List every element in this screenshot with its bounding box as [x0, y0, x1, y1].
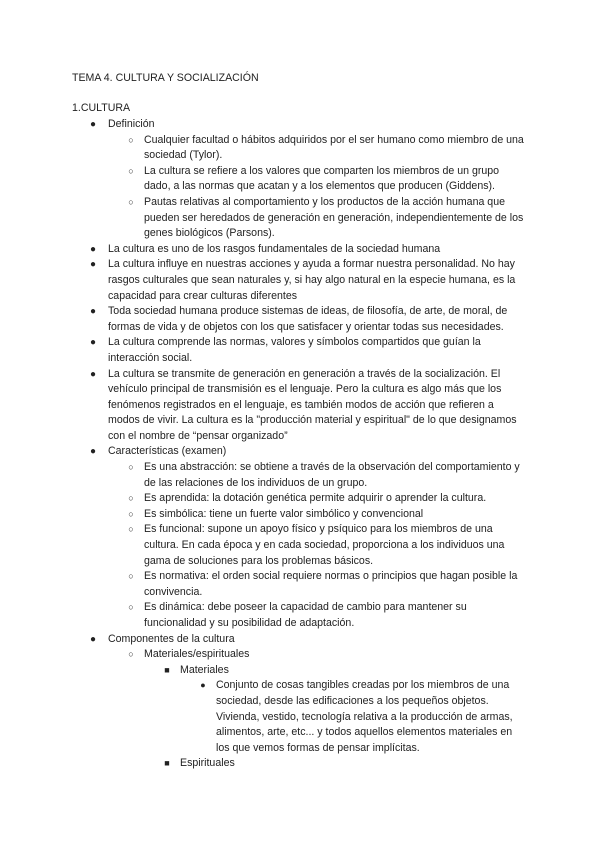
disc-bullet-icon: ● — [89, 243, 97, 255]
circle-bullet-icon: ○ — [128, 649, 134, 660]
list-item-rasgo — [0, 242, 528, 258]
list-item-sistemas — [0, 304, 528, 335]
list-item-text: Es dinámica: debe poseer la capacidad de cambio para mantener su funcionalidad y su posibilidad de adaptación. — [144, 601, 467, 629]
list-item-car-normativa — [0, 569, 528, 600]
circle-bullet-icon: ○ — [128, 571, 134, 582]
list-item-car-funcional — [0, 522, 528, 569]
list-item-def-giddens — [0, 164, 528, 195]
disc-bullet-icon: ● — [200, 680, 206, 691]
list-item-text: Es aprendida: la dotación genética permite adquirir o aprender la cultura. — [144, 492, 487, 505]
document-body — [0, 117, 600, 772]
list-item-text: Es funcional: supone un apoyo físico y psíquico para los miembros de una cultura. En cada época y en cada sociedad, proporciona a los individuos una gama de soluciones para los problemas básicos. — [144, 523, 505, 567]
list-item-text: Toda sociedad humana produce sistemas de ideas, de filosofía, de arte, de moral, de formas de vida y de objetos con los que satisfacer y orientar todas sus necesidades. — [108, 305, 508, 333]
list-item-text: Espirituales — [180, 757, 235, 770]
list-item-materiales-desc — [0, 678, 528, 756]
list-item-transmite — [0, 367, 528, 445]
list-item-text: Es una abstracción: se obtiene a través de la observación del comportamiento y de las relaciones de los individuos de un grupo. — [144, 461, 520, 489]
disc-bullet-icon: ● — [89, 259, 97, 271]
list-item-def-tylor — [0, 133, 528, 164]
circle-bullet-icon: ○ — [128, 524, 134, 535]
circle-bullet-icon: ○ — [128, 508, 134, 519]
list-item-text: Pautas relativas al comportamiento y los productos de la acción humana que pueden ser heredados de generación en generación, independientemente de los genes biológicos (Parsons). — [144, 195, 524, 240]
circle-bullet-icon: ○ — [128, 165, 134, 176]
disc-bullet-icon: ● — [89, 368, 97, 380]
circle-bullet-icon: ○ — [128, 462, 134, 473]
list-item-componentes — [0, 632, 528, 648]
list-item-car-aprendida — [0, 491, 528, 507]
document-title: TEMA 4. CULTURA Y SOCIALIZACIÓN — [72, 72, 259, 84]
disc-bullet-icon: ● — [89, 337, 97, 349]
disc-bullet-icon: ● — [89, 446, 97, 458]
list-item-materiales — [0, 663, 528, 679]
list-item-car-abstraccion — [0, 460, 528, 491]
circle-bullet-icon: ○ — [128, 196, 134, 207]
list-item-def-parsons — [0, 195, 528, 242]
list-item-text: Componentes de la cultura — [108, 632, 235, 645]
list-item-text: Características (examen) — [108, 445, 227, 458]
list-item-definicion — [0, 117, 528, 133]
list-item-text: Es simbólica: tiene un fuerte valor simbólico y convencional — [144, 507, 424, 520]
list-item-text: Definición — [108, 118, 155, 130]
list-item-text: Materiales — [180, 663, 229, 676]
circle-bullet-icon: ○ — [128, 602, 134, 613]
list-item-text: La cultura comprende las normas, valores y símbolos compartidos que guían la interacción social. — [108, 336, 481, 364]
list-item-text: Cualquier facultad o hábitos adquiridos por el ser humano como miembro de una sociedad (Tylor). — [144, 133, 524, 162]
circle-bullet-icon: ○ — [128, 134, 134, 145]
list-item-materiales-espirituales — [0, 647, 528, 663]
square-bullet-icon: ■ — [164, 664, 170, 675]
disc-bullet-icon: ● — [89, 306, 97, 318]
list-item-car-dinamica — [0, 600, 528, 631]
list-item-text: Materiales/espirituales — [144, 648, 250, 661]
section-heading: 1.CULTURA — [72, 102, 131, 114]
list-item-car-simbolica — [0, 507, 528, 523]
list-item-influye — [0, 257, 528, 304]
disc-bullet-icon: ● — [89, 119, 97, 130]
list-item-text: Es normativa: el orden social requiere normas o principios que hagan posible la convivencia. — [144, 570, 518, 598]
square-bullet-icon: ■ — [164, 758, 170, 769]
list-item-comprende — [0, 335, 528, 366]
list-item-text: La cultura influye en nuestras acciones y ayuda a formar nuestra personalidad. No hay rasgos culturales que sean naturales y, si hay algo natural en la especie humana, es la capacidad para crear culturas diferentes — [108, 258, 516, 302]
list-item-text: La cultura es uno de los rasgos fundamentales de la sociedad humana — [108, 242, 441, 255]
list-item-espirituales — [0, 756, 528, 772]
list-item-text: La cultura se refiere a los valores que comparten los miembros de un grupo dado, a las normas que acatan y a los elementos que producen (Giddens). — [144, 164, 500, 193]
list-item-caracteristicas — [0, 444, 528, 460]
list-item-text: Conjunto de cosas tangibles creadas por los miembros de una sociedad, desde las edificaciones a los pequeños objetos. Vivienda, vestido, tecnología relativa a la producción de armas, alimentos, arte, etc... y todos aquellos elementos materiales en los que vemos formas de pensar implícitas. — [216, 679, 513, 754]
disc-bullet-icon: ● — [89, 633, 97, 645]
list-item-text: La cultura se transmite de generación en generación a través de la socialización. El vehículo principal de transmisión es el lenguaje. Pero la cultura es algo más que los fenómenos registrados en el lenguaje, es también modos de acción que refieren a modos de vivir. La cultura es la "producción material y espiritual" de lo que designamos con el nombre de “pensar organizado” — [108, 367, 517, 442]
circle-bullet-icon: ○ — [128, 493, 134, 504]
